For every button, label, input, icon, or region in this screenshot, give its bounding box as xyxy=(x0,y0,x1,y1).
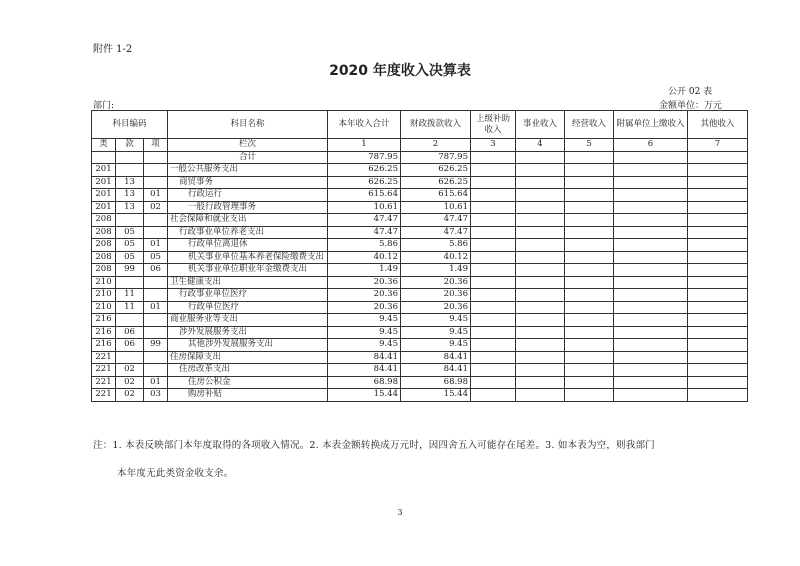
cell-total: 20.36 xyxy=(328,289,401,302)
cell-kuan: 06 xyxy=(116,339,144,352)
cell-name: 机关事业单位职业年金缴费支出 xyxy=(168,264,328,277)
cell-kuan: 02 xyxy=(116,376,144,389)
cell-kuan: 05 xyxy=(116,226,144,239)
table-row xyxy=(92,276,748,289)
cell-fiscal: 1.49 xyxy=(401,264,471,277)
header-subject-name: 科目名称 xyxy=(168,111,328,139)
cell-name: 购房补贴 xyxy=(168,389,328,402)
table-row xyxy=(92,164,748,177)
cell-empty xyxy=(614,189,688,202)
cell-empty xyxy=(614,226,688,239)
table-row xyxy=(92,339,748,352)
cell-empty xyxy=(471,276,516,289)
cell-total: 20.36 xyxy=(328,301,401,314)
cell-kuan: 99 xyxy=(116,264,144,277)
table-row xyxy=(92,214,748,227)
cell-empty xyxy=(516,276,565,289)
cell-empty xyxy=(565,251,614,264)
cell-kuan xyxy=(116,276,144,289)
page-number: 3 xyxy=(397,508,403,517)
cell-total: 626.25 xyxy=(328,164,401,177)
cell-empty xyxy=(688,389,748,402)
cell-empty xyxy=(471,326,516,339)
table-row xyxy=(92,251,748,264)
form-code: 公开 02 表 xyxy=(668,87,713,97)
col-num: 4 xyxy=(516,139,565,152)
cell-name: 商业服务业等支出 xyxy=(168,314,328,327)
cell-empty xyxy=(565,201,614,214)
cell-empty xyxy=(516,251,565,264)
cell-fiscal: 47.47 xyxy=(401,214,471,227)
cell-empty xyxy=(516,326,565,339)
header-other: 其他收入 xyxy=(688,111,748,139)
header-column-label: 栏次 xyxy=(168,139,328,152)
cell-fiscal: 84.41 xyxy=(401,351,471,364)
cell-kuan: 11 xyxy=(116,289,144,302)
cell-name: 机关事业单位基本养老保险缴费支出 xyxy=(168,251,328,264)
cell-empty xyxy=(614,289,688,302)
cell-empty xyxy=(565,289,614,302)
header-affiliated: 附属单位上缴收入 xyxy=(614,111,688,139)
cell-empty xyxy=(471,164,516,177)
col-num: 1 xyxy=(328,139,401,152)
cell-empty xyxy=(688,301,748,314)
cell-empty xyxy=(614,339,688,352)
cell-empty xyxy=(565,301,614,314)
cell-empty xyxy=(565,214,614,227)
cell-lei: 201 xyxy=(92,189,116,202)
cell-empty xyxy=(471,376,516,389)
cell-total: 47.47 xyxy=(328,214,401,227)
cell-empty xyxy=(614,351,688,364)
cell-fiscal: 15.44 xyxy=(401,389,471,402)
cell-empty xyxy=(614,276,688,289)
cell-empty xyxy=(688,251,748,264)
cell-empty xyxy=(614,176,688,189)
cell-total: 15.44 xyxy=(328,389,401,402)
page-title: 2020 年度收入决算表 xyxy=(329,63,471,79)
cell-empty xyxy=(516,314,565,327)
unit-label: 金额单位：万元 xyxy=(659,101,723,111)
cell-lei: 216 xyxy=(92,339,116,352)
table-row xyxy=(92,314,748,327)
cell-empty xyxy=(614,214,688,227)
table-row xyxy=(92,189,748,202)
cell-empty xyxy=(516,389,565,402)
cell-kuan xyxy=(116,314,144,327)
income-table xyxy=(91,110,748,402)
cell-xiang: 03 xyxy=(144,389,168,402)
cell-name: 行政事业单位医疗 xyxy=(168,289,328,302)
cell-lei: 221 xyxy=(92,364,116,377)
cell-empty xyxy=(471,289,516,302)
table-row xyxy=(92,376,748,389)
cell-empty xyxy=(471,189,516,202)
cell-empty xyxy=(688,176,748,189)
cell-kuan: 02 xyxy=(116,389,144,402)
attachment-label: 附件 1-2 xyxy=(93,44,133,55)
col-num: 5 xyxy=(565,139,614,152)
cell-empty xyxy=(565,339,614,352)
cell-name: 商贸事务 xyxy=(168,176,328,189)
table-row xyxy=(92,239,748,252)
cell-xiang xyxy=(144,326,168,339)
cell-xiang xyxy=(144,164,168,177)
cell-lei: 208 xyxy=(92,264,116,277)
cell-empty xyxy=(614,239,688,252)
cell-empty xyxy=(688,314,748,327)
cell-empty xyxy=(516,351,565,364)
cell-fiscal: 68.98 xyxy=(401,376,471,389)
table-row xyxy=(92,364,748,377)
table-row xyxy=(92,176,748,189)
cell-kuan xyxy=(116,214,144,227)
cell-total: 84.41 xyxy=(328,351,401,364)
cell-xiang xyxy=(144,214,168,227)
cell-lei: 221 xyxy=(92,376,116,389)
cell-empty xyxy=(516,201,565,214)
cell-name: 涉外发展服务支出 xyxy=(168,326,328,339)
cell-lei: 201 xyxy=(92,201,116,214)
cell-empty xyxy=(471,364,516,377)
cell-xiang: 01 xyxy=(144,301,168,314)
cell-kuan: 11 xyxy=(116,301,144,314)
table-row xyxy=(92,301,748,314)
cell-fiscal: 9.45 xyxy=(401,314,471,327)
cell-total: 9.45 xyxy=(328,314,401,327)
cell-empty xyxy=(565,226,614,239)
total-label: 合计 xyxy=(168,151,328,164)
cell-empty xyxy=(471,339,516,352)
header-subject-code: 科目编码 xyxy=(92,111,168,139)
cell-lei: 201 xyxy=(92,176,116,189)
cell-total: 84.41 xyxy=(328,364,401,377)
cell-empty xyxy=(471,351,516,364)
cell-kuan: 05 xyxy=(116,239,144,252)
cell-empty xyxy=(516,176,565,189)
table-row xyxy=(92,326,748,339)
cell-empty xyxy=(516,164,565,177)
total-fiscal: 787.95 xyxy=(401,151,471,164)
cell-xiang: 99 xyxy=(144,339,168,352)
cell-kuan: 13 xyxy=(116,176,144,189)
cell-empty xyxy=(565,351,614,364)
cell-fiscal: 40.12 xyxy=(401,251,471,264)
cell-empty xyxy=(516,189,565,202)
cell-empty xyxy=(516,339,565,352)
cell-xiang: 01 xyxy=(144,239,168,252)
cell-total: 9.45 xyxy=(328,326,401,339)
cell-empty xyxy=(688,339,748,352)
cell-empty xyxy=(565,164,614,177)
cell-empty xyxy=(688,376,748,389)
cell-empty xyxy=(516,364,565,377)
cell-empty xyxy=(516,226,565,239)
cell-empty xyxy=(471,314,516,327)
cell-lei: 210 xyxy=(92,276,116,289)
cell-empty xyxy=(471,251,516,264)
cell-fiscal: 20.36 xyxy=(401,301,471,314)
cell-empty xyxy=(614,301,688,314)
cell-name: 一般公共服务支出 xyxy=(168,164,328,177)
cell-kuan xyxy=(116,351,144,364)
footnote-line-2: 本年度无此类资金收支余。 xyxy=(117,468,234,479)
cell-kuan: 13 xyxy=(116,201,144,214)
header-fiscal: 财政拨款收入 xyxy=(401,111,471,139)
cell-xiang: 06 xyxy=(144,264,168,277)
cell-empty xyxy=(516,376,565,389)
cell-empty xyxy=(614,376,688,389)
header-operating: 经营收入 xyxy=(565,111,614,139)
cell-empty xyxy=(688,351,748,364)
cell-lei: 208 xyxy=(92,226,116,239)
cell-kuan: 06 xyxy=(116,326,144,339)
header-total: 本年收入合计 xyxy=(328,111,401,139)
cell-name: 住房保障支出 xyxy=(168,351,328,364)
cell-empty xyxy=(614,364,688,377)
cell-lei: 201 xyxy=(92,164,116,177)
col-num: 3 xyxy=(471,139,516,152)
cell-empty xyxy=(688,214,748,227)
cell-lei: 221 xyxy=(92,389,116,402)
footnote-line-1: 注：1. 本表反映部门本年度取得的各项收入情况。2. 本表金额转换成万元时，因四舍五入可能存在尾差。3. 如本表为空，则我部门 xyxy=(93,440,655,451)
cell-empty xyxy=(471,226,516,239)
cell-kuan: 13 xyxy=(116,189,144,202)
cell-empty xyxy=(614,264,688,277)
cell-name: 一般行政管理事务 xyxy=(168,201,328,214)
cell-kuan: 02 xyxy=(116,364,144,377)
cell-empty xyxy=(471,389,516,402)
cell-empty xyxy=(688,276,748,289)
cell-total: 40.12 xyxy=(328,251,401,264)
cell-empty xyxy=(688,326,748,339)
cell-empty xyxy=(565,364,614,377)
department-label: 部门: xyxy=(93,101,115,111)
cell-xiang xyxy=(144,289,168,302)
table-row xyxy=(92,389,748,402)
cell-empty xyxy=(688,164,748,177)
cell-total: 10.61 xyxy=(328,201,401,214)
header-superior: 上级补助收入 xyxy=(471,111,516,139)
cell-empty xyxy=(614,389,688,402)
total-row xyxy=(92,151,748,164)
cell-name: 行政单位医疗 xyxy=(168,301,328,314)
cell-empty xyxy=(614,251,688,264)
cell-fiscal: 20.36 xyxy=(401,289,471,302)
cell-fiscal: 626.25 xyxy=(401,164,471,177)
cell-kuan: 05 xyxy=(116,251,144,264)
cell-empty xyxy=(516,289,565,302)
cell-lei: 208 xyxy=(92,251,116,264)
cell-total: 20.36 xyxy=(328,276,401,289)
cell-lei: 216 xyxy=(92,326,116,339)
col-num: 2 xyxy=(401,139,471,152)
cell-empty xyxy=(471,264,516,277)
cell-empty xyxy=(565,189,614,202)
cell-fiscal: 9.45 xyxy=(401,326,471,339)
cell-empty xyxy=(688,226,748,239)
cell-name: 其他涉外发展服务支出 xyxy=(168,339,328,352)
cell-xiang xyxy=(144,364,168,377)
cell-fiscal: 20.36 xyxy=(401,276,471,289)
cell-empty xyxy=(471,176,516,189)
cell-empty xyxy=(565,376,614,389)
cell-empty xyxy=(614,164,688,177)
cell-fiscal: 47.47 xyxy=(401,226,471,239)
cell-fiscal: 10.61 xyxy=(401,201,471,214)
table-row xyxy=(92,201,748,214)
cell-lei: 210 xyxy=(92,289,116,302)
cell-empty xyxy=(688,289,748,302)
cell-empty xyxy=(565,176,614,189)
cell-empty xyxy=(565,264,614,277)
cell-lei: 210 xyxy=(92,301,116,314)
cell-empty xyxy=(565,326,614,339)
cell-xiang: 01 xyxy=(144,376,168,389)
cell-empty xyxy=(688,364,748,377)
cell-xiang xyxy=(144,176,168,189)
cell-empty xyxy=(614,201,688,214)
cell-empty xyxy=(471,214,516,227)
cell-lei: 208 xyxy=(92,214,116,227)
cell-name: 行政运行 xyxy=(168,189,328,202)
cell-total: 5.86 xyxy=(328,239,401,252)
cell-xiang xyxy=(144,226,168,239)
cell-xiang xyxy=(144,314,168,327)
cell-name: 社会保障和就业支出 xyxy=(168,214,328,227)
cell-lei: 216 xyxy=(92,314,116,327)
cell-fiscal: 626.25 xyxy=(401,176,471,189)
cell-name: 住房公积金 xyxy=(168,376,328,389)
cell-kuan xyxy=(116,164,144,177)
cell-empty xyxy=(565,389,614,402)
header-business: 事业收入 xyxy=(516,111,565,139)
cell-empty xyxy=(688,189,748,202)
table-row xyxy=(92,264,748,277)
cell-name: 住房改革支出 xyxy=(168,364,328,377)
cell-total: 615.64 xyxy=(328,189,401,202)
cell-empty xyxy=(471,201,516,214)
cell-empty xyxy=(565,276,614,289)
cell-empty xyxy=(565,239,614,252)
cell-lei: 208 xyxy=(92,239,116,252)
cell-fiscal: 615.64 xyxy=(401,189,471,202)
cell-empty xyxy=(471,301,516,314)
cell-total: 68.98 xyxy=(328,376,401,389)
cell-empty xyxy=(688,264,748,277)
cell-lei: 221 xyxy=(92,351,116,364)
cell-xiang xyxy=(144,351,168,364)
table-row xyxy=(92,226,748,239)
cell-xiang xyxy=(144,276,168,289)
table-row xyxy=(92,289,748,302)
cell-empty xyxy=(516,264,565,277)
cell-fiscal: 5.86 xyxy=(401,239,471,252)
cell-total: 626.25 xyxy=(328,176,401,189)
cell-empty xyxy=(688,201,748,214)
cell-empty xyxy=(614,314,688,327)
cell-fiscal: 9.45 xyxy=(401,339,471,352)
cell-name: 卫生健康支出 xyxy=(168,276,328,289)
col-num: 6 xyxy=(614,139,688,152)
col-num: 7 xyxy=(688,139,748,152)
cell-empty xyxy=(516,214,565,227)
cell-name: 行政单位离退休 xyxy=(168,239,328,252)
cell-empty xyxy=(614,326,688,339)
cell-name: 行政事业单位养老支出 xyxy=(168,226,328,239)
cell-xiang: 01 xyxy=(144,189,168,202)
table-row xyxy=(92,351,748,364)
cell-empty xyxy=(565,314,614,327)
cell-fiscal: 84.41 xyxy=(401,364,471,377)
header-kuan: 款 xyxy=(116,139,144,152)
header-lei: 类 xyxy=(92,139,116,152)
header-xiang: 项 xyxy=(144,139,168,152)
cell-empty xyxy=(516,239,565,252)
cell-xiang: 05 xyxy=(144,251,168,264)
footnote xyxy=(93,432,763,488)
cell-total: 1.49 xyxy=(328,264,401,277)
cell-total: 47.47 xyxy=(328,226,401,239)
cell-empty xyxy=(688,239,748,252)
cell-empty xyxy=(471,239,516,252)
cell-empty xyxy=(516,301,565,314)
total-amount: 787.95 xyxy=(328,151,401,164)
cell-xiang: 02 xyxy=(144,201,168,214)
cell-total: 9.45 xyxy=(328,339,401,352)
